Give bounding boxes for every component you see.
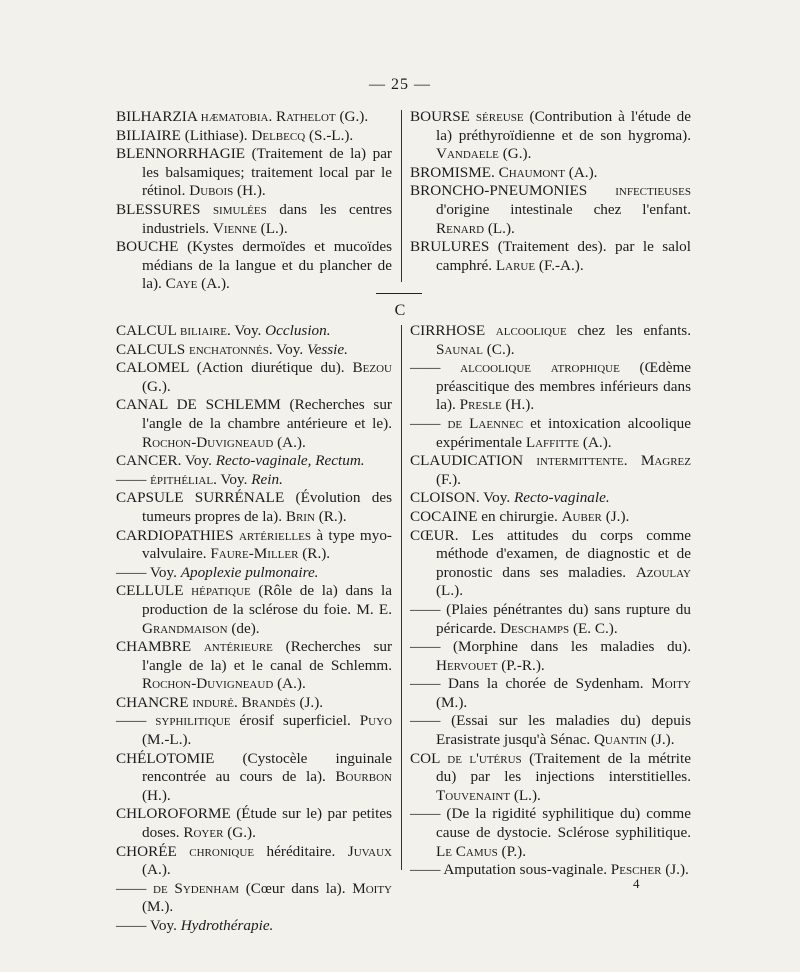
entry-text: BOUCHE (Kystes dermoïdes et mucoïdes médians de la langue et du plancher de la). [116,238,392,293]
entry-text: —— Voy. [116,917,181,934]
author-name: Rochon-Duvigneaud [142,675,274,693]
entry-text: (J.). [661,861,689,879]
entry-text: CAPSULE SURRÉNALE (Évolution des tumeurs propres de la). [116,489,392,525]
entry-text: (J.). [647,731,675,749]
author-name: Brandès [241,693,296,711]
index-entry [410,489,691,508]
index-entry [116,712,392,749]
entry-text: —— [116,879,154,897]
entry-text: (P.-R.). [497,656,545,674]
entry-text: (C.). [482,340,515,358]
column-top-right [410,108,691,275]
entry-text: simulées [212,200,267,218]
index-entry [410,675,691,712]
entry-text: et intoxication alcoolique expérimentale [436,414,691,451]
author-name: Laffitte [525,433,580,451]
entry-text: CIRRHOSE [410,322,496,339]
entry-text: (G.). [223,824,256,842]
entry-text: CELLULE [116,582,192,600]
entry-text: (Traitement de la métrite du) par les injections interstitielles. [436,749,691,786]
entry-text: BRONCHO-PNEUMONIES [410,182,616,200]
entry-text: . Voy. [213,470,252,488]
entry-text: hépatique [191,582,251,600]
cross-reference: Hydrothérapie. [180,917,274,934]
entry-text: CHORÉE [116,842,190,860]
column-rule-top [401,110,402,282]
entry-text: BOURSE [410,108,476,125]
entry-text: enchatonnés [189,340,269,358]
author-name: Deschamps [500,619,570,637]
entry-text: chronique [189,842,255,860]
entry-text: CHANCRE [116,693,193,711]
entry-text: hæmatobia [200,108,269,125]
entry-text: (M.-L.). [142,731,192,749]
index-entry [410,861,691,880]
entry-text: (L.). [256,219,288,237]
entry-text: —— Dans la chorée de Sydenham. [410,675,652,693]
entry-text: . [623,452,641,470]
author-name: Dubois [189,182,234,200]
entry-text: CHÉLOTOMIE (Cystocèle inguinale rencontrée au cours de la). [116,749,392,786]
index-entry [410,322,691,359]
cross-reference: Apoplexie pulmonaire. [180,563,319,581]
index-entry [116,341,392,360]
entry-text: (G.). [498,145,532,163]
entry-text: (A.). [197,275,230,293]
signature-mark: 4 [633,876,640,891]
index-entry [116,843,392,880]
author-name: Delbecq [251,126,306,144]
entry-text: (P.). [497,842,526,860]
entry-text: (S.-L.). [305,126,354,144]
entry-text: (Recherches sur l'angle de la) et le canal de Schlemm. [142,638,393,674]
index-entry [116,471,392,490]
entry-text: —— (Morphine dans les maladies du). [410,638,691,656]
section-separator [376,293,422,294]
author-name: Auber [561,507,602,525]
author-name: Le Camus [436,842,498,860]
author-name: Rochon-Duvigneaud [142,433,274,451]
author-name: Azoulay [635,563,691,581]
entry-text: (R.). [298,545,331,563]
entry-text: à type myo-valvulaire. [142,526,392,563]
entry-text: intermittente [536,452,624,470]
author-name: Royer [183,824,224,842]
author-name: Presle [459,396,502,414]
author-name: Faure-Miller [210,545,299,563]
author-name: Renard [436,219,485,237]
entry-text: de l'utérus [447,749,522,767]
entry-text: (M.). [142,898,174,916]
index-entry [410,527,691,601]
entry-text: (A.). [564,163,598,181]
index-entry [116,638,392,694]
entry-text: biliaire [179,322,228,339]
index-entry [116,396,392,452]
index-entry [116,108,392,127]
author-name: Rathelot [276,108,336,125]
entry-text: de Sydenham [153,879,240,897]
index-entry [116,452,392,471]
index-entry [116,917,392,936]
entry-text: (Cœur dans la). [239,879,353,897]
author-name: Hervouet [436,656,498,674]
index-entry [410,452,691,489]
author-name: Brin [285,507,315,525]
cross-reference: Rein. [251,470,283,488]
entry-text: CALOMEL (Action diurétique du). [116,359,353,377]
entry-text: —— (Plaies pénétrantes du) sans rupture du péricarde. [410,600,691,637]
index-entry [116,527,392,564]
entry-text: CHLOROFORME (Étude sur le) par petites doses. [116,805,392,842]
author-name: Juvaux [347,842,392,860]
author-name: Bourbon [335,768,392,786]
entry-text: BILIAIRE (Lithiase). [116,126,252,144]
entry-text: —— Amputation sous-vaginale. [410,861,611,879]
author-name: Quantin [593,731,648,749]
entry-text: antérieure [203,638,273,656]
entry-text: —— [116,470,151,488]
entry-text: (A.). [579,433,612,451]
entry-text: (L.). [436,582,463,600]
author-name: Caye [165,275,198,293]
entry-text: BLESSURES [116,200,213,218]
author-name: Moity [651,675,691,693]
entry-text: COCAINE en chirurgie. [410,507,562,525]
author-name: Puyo [359,712,392,730]
entry-text: dans les centres industriels. [142,200,393,237]
index-entry [116,127,392,146]
entry-text: (Contribution à l'étude de la) préthyroïdienne et de son hygroma). [436,108,692,144]
entry-text: . [233,693,242,711]
author-name: Bezou [352,359,392,377]
entry-text: BROMISME. [410,163,499,181]
entry-text: héréditaire. [254,842,348,860]
author-name: Chaumont [498,163,565,181]
page-number: — 25 — [369,76,431,93]
cross-reference: Vessie. [306,340,348,358]
entry-text: CANCER. Voy. [116,452,216,470]
entry-text: (F.-A.). [535,256,584,274]
author-name: Saunal [436,340,483,358]
index-entry [116,564,392,583]
index-entry [116,880,392,917]
index-entry [116,201,392,238]
entry-text: chez les enfants. [566,322,692,339]
author-name: Moity [352,879,392,897]
entry-text: alcoolique atrophique [460,359,620,377]
cross-reference: Recto-vaginale. [513,489,610,507]
entry-text: alcoolique [495,322,567,339]
index-entry [410,359,691,415]
author-name: Touvenaint [436,786,511,804]
column-rule-bottom [401,325,402,870]
entry-text: (E. C.). [569,619,618,637]
entry-text: de Laennec [447,414,524,432]
entry-text: BILHARZIA [116,108,201,125]
entry-text: érosif superficiel. [230,712,360,730]
index-entry [410,415,691,452]
index-entry [116,750,392,806]
author-name: Pescher [610,861,662,879]
author-name: Grandmaison [142,619,228,637]
entry-text: . Voy. [268,340,307,358]
author-name: Vienne [212,219,257,237]
entry-text: . [268,108,277,125]
index-entry [410,712,691,749]
entry-text: (J.). [295,693,324,711]
author-name: Vandaele [436,145,499,163]
index-entry [116,238,392,294]
entry-text: (G.). [335,108,369,125]
entry-text: (de). [227,619,260,637]
entry-text: induré [192,693,234,711]
entry-text: CANAL DE SCHLEMM (Recherches sur l'angle de la chambre antérieure et le). [116,396,392,432]
index-entry [410,182,691,238]
column-top-left [116,108,392,294]
entry-text: COL [410,749,448,767]
entry-text: (Rôle de la) dans la production de la sclérose du foie. M. E. [142,582,392,618]
entry-text: (M.). [436,693,468,711]
index-entry [410,164,691,183]
entry-text: —— [410,359,461,377]
entry-text: —— (De la rigidité syphilitique du) comme cause de dystocie. Sclérose syphilitique. [410,805,691,842]
entry-text: (J.). [601,507,630,525]
author-name: Magrez [640,452,691,470]
entry-text: séreuse [475,108,524,125]
entry-text: (R.). [314,507,347,525]
entry-text: —— [410,414,448,432]
index-entry [116,489,392,526]
index-entry [410,238,691,275]
entry-text: artérielles [238,526,311,544]
index-entry [116,694,392,713]
entry-text: CLOISON. Voy. [410,489,514,507]
entry-text: (L.). [510,786,541,804]
entry-text: syphilitique [155,712,231,730]
entry-text: BLENNORRHAGIE (Traitement de la) par les balsamiques; traitement local par le rétinol. [116,145,392,200]
entry-text: (H.). [142,786,171,804]
entry-text: —— [116,712,156,730]
entry-text: . Voy. [227,322,266,339]
cross-reference: Occlusion. [265,322,331,339]
entry-text: épithélial [150,470,214,488]
cross-reference: Recto-vaginale, Rectum. [215,452,365,470]
author-name: Larue [495,256,536,274]
entry-text: infectieuses [615,182,691,200]
entry-text: CARDIOPATHIES [116,526,239,544]
entry-text: (A.). [273,433,306,451]
entry-text: (G.). [142,377,171,395]
index-entry [410,108,691,164]
entry-text: BRULURES (Traitement des). par le salol camphré. [410,238,691,274]
entry-text: (F.). [436,470,461,488]
entry-text: CALCUL [116,322,180,339]
entry-text: CHAMBRE [116,638,204,656]
entry-text: (L.). [484,219,515,237]
entry-text: (Œdème préascitique des membres inférieurs dans la). [436,359,692,414]
index-entry [410,508,691,527]
column-bottom-left [116,322,392,936]
entry-text: (H.). [233,182,266,200]
entry-text: (H.). [501,396,535,414]
index-entry [116,322,392,341]
entry-text: —— (Essai sur les maladies du) depuis Erasistrate jusqu'à Sénac. [410,712,691,749]
index-entry [116,145,392,201]
index-entry [116,359,392,396]
index-entry [410,638,691,675]
entry-text: d'origine intestinale chez l'enfant. [436,200,691,218]
section-letter: C [394,302,406,319]
index-entry [116,805,392,842]
index-entry [116,582,392,638]
entry-text: (A.). [142,861,171,879]
entry-text: —— Voy. [116,563,181,581]
index-entry [410,601,691,638]
entry-text: (A.). [273,675,306,693]
index-entry [410,750,691,806]
entry-text: CLAUDICATION [410,452,537,470]
entry-text: CALCULS [116,340,189,358]
entry-text: CŒUR. Les attitudes du corps comme méthode d'examen, de diagnostic et de pronostic dans ses maladies. [410,526,691,581]
index-entry [410,805,691,861]
column-bottom-right [410,322,691,880]
